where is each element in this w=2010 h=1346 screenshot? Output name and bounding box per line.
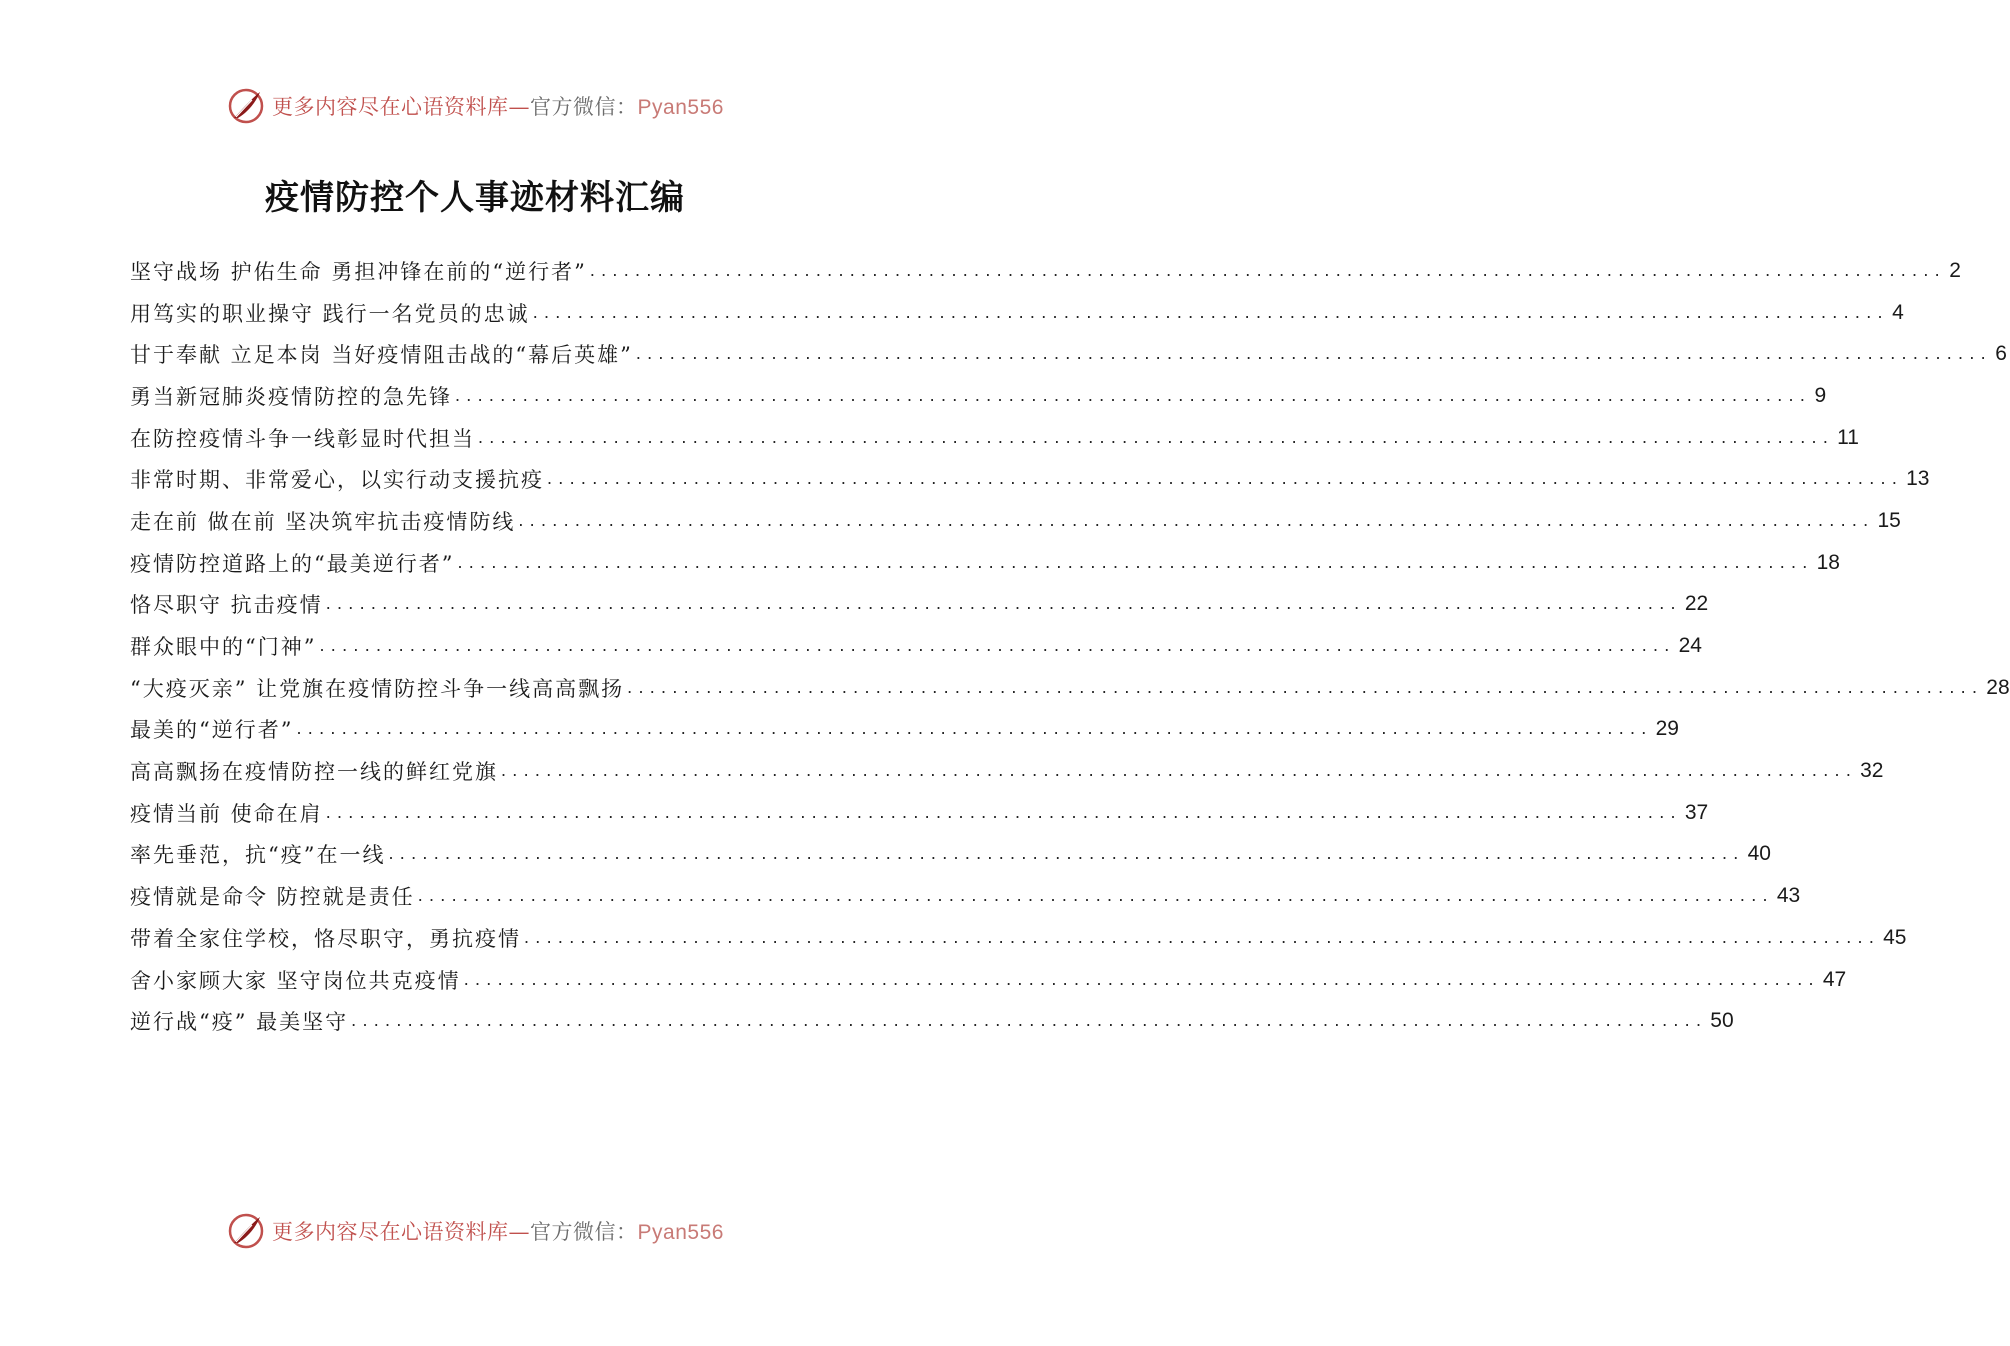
footer-separator: — [508, 1220, 531, 1244]
toc-entry[interactable] [130, 792, 1709, 834]
toc-entry-title: 最美的“逆行者” [130, 718, 294, 743]
toc-entry[interactable] [130, 709, 1679, 751]
toc-dot-leader: ........................................................................................................................ [547, 468, 1904, 489]
toc-entry-title: 非常时期、非常爱心，以实行动支援抗疫 [130, 468, 544, 493]
toc-dot-leader: ........................................................................................................................ [627, 676, 1984, 697]
toc-entry-page: 11 [1837, 425, 1859, 449]
toc-entry-title: 高高飘扬在疫情防控一线的鲜红党旗 [130, 760, 498, 785]
toc-dot-leader: ........................................................................................................................ [589, 259, 1946, 280]
toc-entry-title: 坚守战场 护佑生命 勇担冲锋在前的“逆行者” [130, 259, 587, 284]
header-banner [0, 84, 950, 128]
toc-dot-leader: ........................................................................................................................ [501, 760, 1858, 781]
quill-logo-icon [226, 86, 266, 126]
toc-entry-title: 带着全家住学校，恪尽职守，勇抗疫情 [130, 926, 521, 951]
toc-entry[interactable] [130, 542, 1840, 584]
toc-entry-page: 15 [1877, 508, 1901, 532]
toc-entry-title: 走在前 做在前 坚决筑牢抗击疫情防线 [130, 509, 516, 534]
toc-dot-leader: ........................................................................................................................ [463, 968, 1820, 989]
toc-entry[interactable] [130, 1000, 1734, 1042]
toc-entry-title: 疫情就是命令 防控就是责任 [130, 885, 415, 910]
header-text [272, 91, 724, 121]
toc-dot-leader: ........................................................................................................................ [478, 426, 1835, 447]
toc-entry[interactable] [130, 292, 1904, 334]
toc-entry-title: 勇当新冠肺炎疫情防控的急先锋 [130, 384, 452, 409]
toc-entry-title: 在防控疫情斗争一线彰显时代担当 [130, 426, 475, 451]
toc-entry[interactable] [130, 834, 1771, 876]
toc-entry-page: 9 [1814, 383, 1827, 407]
toc-dot-leader: ........................................................................................................................ [325, 801, 1682, 822]
toc-entry-page: 37 [1684, 800, 1709, 824]
toc-entry[interactable] [130, 458, 1930, 500]
toc-entry-page: 6 [1995, 342, 2007, 366]
toc-entry[interactable] [130, 500, 1901, 542]
toc-entry-title: 群众眼中的“门神” [130, 635, 317, 660]
header-separator: — [508, 95, 531, 119]
toc-entry[interactable] [130, 584, 1709, 626]
toc-dot-leader: ........................................................................................................................ [319, 635, 1676, 656]
toc-entry-title: “大疫灭亲” 让党旗在疫情防控斗争一线高高飘扬 [130, 676, 625, 701]
toc-dot-leader: ........................................................................................................................ [351, 1010, 1708, 1031]
toc-entry-page: 47 [1822, 967, 1847, 991]
toc-dot-leader: ........................................................................................................................ [296, 718, 1653, 739]
toc-entry-page: 13 [1906, 467, 1930, 491]
toc-entry-page: 32 [1860, 759, 1884, 783]
footer-wechat-label: 官方微信： [530, 1220, 638, 1244]
toc-entry[interactable] [130, 875, 1801, 917]
toc-entry[interactable] [130, 250, 1961, 292]
footer-brand: 更多内容尽在心语资料库 [272, 1220, 509, 1244]
toc-entry[interactable] [130, 375, 1827, 417]
toc-entry-title: 甘于奉献 立足本岗 当好疫情阻击战的“幕后英雄” [130, 343, 633, 368]
quill-logo-icon [226, 1211, 266, 1251]
toc-entry-title: 率先垂范，抗“疫”在一线 [130, 843, 386, 868]
toc-entry-page: 50 [1710, 1009, 1734, 1033]
toc-entry-title: 舍小家顾大家 坚守岗位共克疫情 [130, 968, 461, 993]
toc-entry-page: 45 [1883, 925, 1907, 949]
toc-entry-page: 43 [1776, 884, 1801, 908]
toc-entry-title: 疫情防控道路上的“最美逆行者” [130, 551, 455, 576]
document-title: 疫情防控个人事迹材料汇编 [265, 178, 685, 218]
toc-dot-leader: ........................................................................................................................ [532, 301, 1889, 322]
toc-entry-page: 24 [1678, 634, 1702, 658]
table-of-contents [130, 250, 2010, 1042]
toc-entry-page: 2 [1949, 258, 1961, 282]
toc-dot-leader: ........................................................................................................................ [524, 926, 1881, 947]
toc-entry-page: 40 [1747, 842, 1771, 866]
toc-dot-leader: ........................................................................................................................ [388, 843, 1745, 864]
toc-entry-title: 疫情当前 使命在肩 [130, 801, 323, 826]
toc-dot-leader: ........................................................................................................................ [518, 509, 1875, 530]
toc-entry[interactable] [130, 625, 1702, 667]
toc-entry[interactable] [130, 917, 1907, 959]
toc-dot-leader: ........................................................................................................................ [635, 343, 1992, 364]
header-brand: 更多内容尽在心语资料库 [272, 95, 509, 119]
toc-entry-title: 用笃实的职业操守 践行一名党员的忠诚 [130, 301, 530, 326]
footer-banner [0, 1209, 950, 1253]
header-wechat-label: 官方微信： [530, 95, 638, 119]
toc-entry[interactable] [130, 333, 2007, 375]
toc-entry-page: 18 [1816, 550, 1840, 574]
toc-dot-leader: ........................................................................................................................ [457, 551, 1814, 572]
toc-entry[interactable] [130, 667, 2010, 709]
footer-text [272, 1216, 724, 1246]
header-wechat-id: Pyan556 [637, 96, 724, 119]
toc-entry-page: 22 [1684, 592, 1709, 616]
toc-entry[interactable] [130, 750, 1884, 792]
toc-dot-leader: ........................................................................................................................ [455, 384, 1812, 405]
toc-entry[interactable] [130, 959, 1847, 1001]
toc-entry-title: 逆行战“疫” 最美坚守 [130, 1010, 349, 1035]
footer-wechat-id: Pyan556 [637, 1221, 724, 1244]
toc-entry-page: 28 [1986, 675, 2010, 699]
toc-entry-title: 恪尽职守 抗击疫情 [130, 593, 323, 618]
toc-entry-page: 4 [1892, 300, 1904, 324]
toc-dot-leader: ........................................................................................................................ [417, 885, 1774, 906]
toc-entry-page: 29 [1655, 717, 1679, 741]
toc-dot-leader: ........................................................................................................................ [325, 593, 1682, 614]
toc-entry[interactable] [130, 417, 1859, 459]
